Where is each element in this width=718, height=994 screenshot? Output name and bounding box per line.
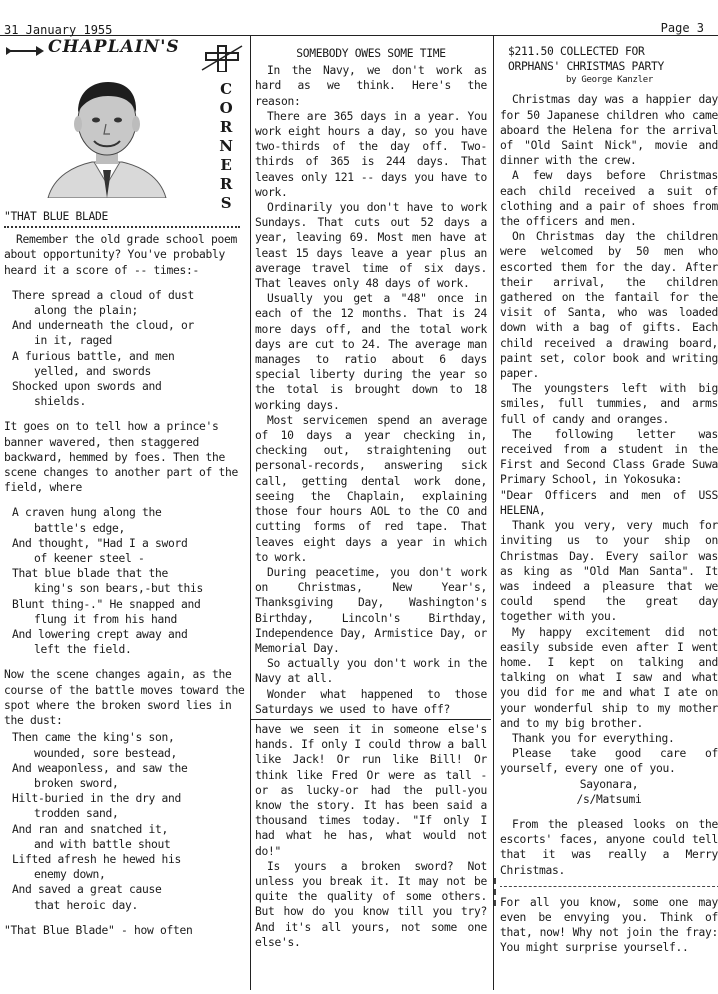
closing-line: "That Blue Blade" - how often — [4, 923, 193, 937]
letter-salutation: "Dear Officers and men of USS HELENA, — [500, 488, 718, 517]
poem-line: in it, raged — [34, 334, 113, 348]
article-paragraph: Usually you get a "48" once in each of the 12 months. That is 24 more days off, and the total work days are cut to 24. The average man manages to ratio about 6 days special liberty during the year so the total is brought down to 18 working days. — [255, 292, 487, 412]
article-paragraph: On Christmas day the children were welcomed by 50 men who escorted them for the day. After their arrival, the children gathered on the fantail for the visit of Santa, who was loaded down with a bag of gifts. Each child received a drawing board, paint set, color book and writing paper. — [500, 230, 718, 381]
poem-line: broken sword, — [34, 776, 119, 790]
intro-paragraph: Remember the old grade school poem about opportunity? You've probably heard it a score of -- times:- — [4, 233, 238, 277]
poem-line: that heroic day. — [34, 898, 139, 912]
section-title: "THAT BLUE BLADE — [4, 210, 109, 223]
poem-line: flung it from his hand — [34, 612, 178, 626]
article-paragraph: There are 365 days in a year. You work eight hours a day, so you have two-thirds of the day off. Two-thirds of 365 is 244 days. That leaves only 121 -- days you have to work. — [255, 109, 487, 199]
column-divider-left — [250, 36, 251, 990]
vertical-letter: R — [219, 175, 233, 193]
chaplains-corner-column — [4, 37, 246, 938]
article-paragraph: So actually you don't work in the Navy at all. — [255, 657, 487, 686]
poem-line: battle's edge, — [34, 521, 126, 535]
poem-line: And saved a great cause — [12, 883, 162, 897]
vertical-letter: O — [219, 99, 233, 117]
article-paragraph: In the Navy, we don't work as hard as we think. Here's the reason: — [255, 64, 487, 108]
poem-line: king's son bears,-but this — [34, 582, 204, 596]
article-closing: From the pleased looks on the escorts' faces, anyone could tell that it was really a Merry Christmas. — [500, 817, 718, 877]
continued-paragraph: have we seen it in someone else's hands. If only I could throw a ball like Jack! Or run like Bill! Or think like Fred Or were as tall - or as lucky-or had the pull-you know the story. It has been said a thousand times today. "If only I had what he has, what would not do!" — [255, 722, 487, 858]
article-paragraph: Christmas day was a happier day for 50 Japanese children who came aboard the Helena for the arrival of "Old Saint Nick", movie and dinner with the crew. — [500, 93, 718, 168]
poem-line: There spread a cloud of dust — [12, 288, 195, 302]
vertical-letter: C — [220, 80, 232, 98]
issue-date: 31 January 1955 — [4, 23, 113, 37]
poem-line: And weaponless, and saw the — [12, 761, 188, 775]
vertical-letter: S — [220, 194, 232, 212]
somebody-owes-column — [255, 40, 487, 950]
article-paragraph: The following letter was received from a student in the First and Second Class Grade Suwa Primary School, in Yokosuka: — [500, 427, 718, 487]
poem-line: Then came the king's son, — [12, 731, 175, 745]
poem-line: Shocked upon swords and — [12, 380, 162, 394]
letter-paragraph: Thank you for everything. — [512, 731, 675, 745]
masthead-vertical-letters — [214, 80, 238, 213]
masthead-title: CHAPLAIN'S — [48, 37, 180, 57]
article-title: SOMEBODY OWES SOME TIME — [296, 47, 446, 60]
poem-line: yelled, and swords — [34, 364, 152, 378]
poem-line: And ran and snatched it, — [12, 822, 169, 836]
byline: by George Kanzler — [566, 75, 654, 86]
section-rule — [251, 719, 491, 720]
poem-line: A furious battle, and men — [12, 349, 175, 363]
poem-line: Blunt thing-." He snapped and — [12, 597, 201, 611]
paragraph: Now the scene changes again, as the course of the battle moves toward the spot where the broken sword lies in the dust: — [4, 668, 245, 728]
poem-stanza-3 — [12, 730, 246, 912]
article-paragraph: During peacetime, you don't work on Christmas, New Year's, Thanksgiving Day, Washington's Birthday, Lincoln's Birthday, Independence Day, Armistice Day, or Memorial Day. — [255, 565, 487, 655]
header-rule — [0, 35, 718, 36]
paragraph: It goes on to tell how a prince's banner wavered, then staggered backward, hemmed by foes. Then the scene changes to another part of the field, where — [4, 420, 239, 495]
poem-line: enemy down, — [34, 868, 106, 882]
article-paragraph: Ordinarily you don't have to work Sundays. That cuts out 52 days a year, leaving 69. Most men have at least 15 days leave a year plus an average travel time of six days. That leaves only 48 days of work. — [255, 201, 487, 291]
poem-stanza-1 — [12, 288, 246, 410]
poem-line: And thought, "Had I a sword — [12, 536, 188, 550]
poem-line: Hilt-buried in the dry and — [12, 792, 182, 806]
continued-paragraph: Is yours a broken sword? Not unless you break it. It may not be quite the quality of some others. But how do you know till you try? And it's all yours, not some one else's. — [255, 859, 487, 949]
letter-signoff: Sayonara, — [579, 777, 639, 791]
chaplain-portrait — [40, 66, 174, 198]
dashed-rule — [494, 878, 496, 906]
poem-line: A craven hung along the — [12, 506, 162, 520]
vertical-letter: R — [219, 118, 233, 136]
poem-line: And underneath the cloud, or — [12, 319, 195, 333]
dotted-rule — [4, 226, 240, 228]
poem-line: along the plain; — [34, 304, 139, 318]
letter-paragraph: My happy excitement did not easily subside even after I went home. I kept on talking and talking on what I saw and what you did for me and what I ate on your wonderful ship to my mother and to my big brother. — [500, 625, 718, 730]
page-number: Page 3 — [660, 21, 704, 35]
article-title-line-1: $211.50 COLLECTED FOR — [508, 45, 645, 58]
poem-line: And lowering crept away and — [12, 628, 188, 642]
article-paragraph: The youngsters left with big smiles, full tummies, and arms full of candy and oranges. — [500, 382, 718, 426]
poem-line: Lifted afresh he hewed his — [12, 852, 182, 866]
letter-paragraph: Please take good care of yourself, every one of you. — [500, 747, 718, 776]
poem-line: and with battle shout — [34, 837, 171, 851]
poem-line: trodden sand, — [34, 807, 119, 821]
article-paragraph: A few days before Christmas each child received a suit of clothing and a pair of shoes from the officers and men. — [500, 169, 718, 229]
column-divider-right — [493, 36, 494, 990]
article-paragraph: Most servicemen spend an average of 10 days a year checking in, checking out, straightening out personal-records, answering sick call, getting dental work done, seeing the Chaplain, explaining those four hours AOL to the CO and cutting forms of red tape. That leaves eight days a year in which to work. — [255, 413, 487, 564]
orphans-party-column — [500, 40, 718, 956]
poem-line: wounded, sore bestead, — [34, 746, 178, 760]
poem-stanza-2 — [12, 505, 246, 657]
chaplains-corner-masthead — [4, 37, 246, 212]
vertical-letter: N — [219, 137, 233, 155]
cross-icon — [200, 44, 244, 72]
poem-line: shields. — [34, 395, 87, 409]
article-paragraph: Wonder what happened to those Saturdays we used to have off? — [255, 687, 487, 716]
poem-line: left the field. — [34, 643, 132, 657]
vertical-letter: E — [220, 156, 232, 174]
poem-line: of keener steel - — [34, 552, 145, 566]
poem-line: That blue blade that the — [12, 567, 169, 581]
section-rule — [500, 886, 718, 887]
filler-paragraph: For all you know, some one may even be envying you. Think of that, now! Why not join the fray: You might surprise yourself.. — [500, 895, 718, 955]
arrow-icon — [6, 46, 44, 56]
letter-paragraph: Thank you very, very much for inviting us to your ship on Christmas Day. Every sailor was as king as "Old Man Santa". It was indeed a pleasure that we could spend the great day together with you. — [500, 519, 718, 624]
article-title-line-2: ORPHANS' CHRISTMAS PARTY — [508, 60, 665, 74]
letter-signature: /s/Matsumi — [576, 792, 642, 806]
